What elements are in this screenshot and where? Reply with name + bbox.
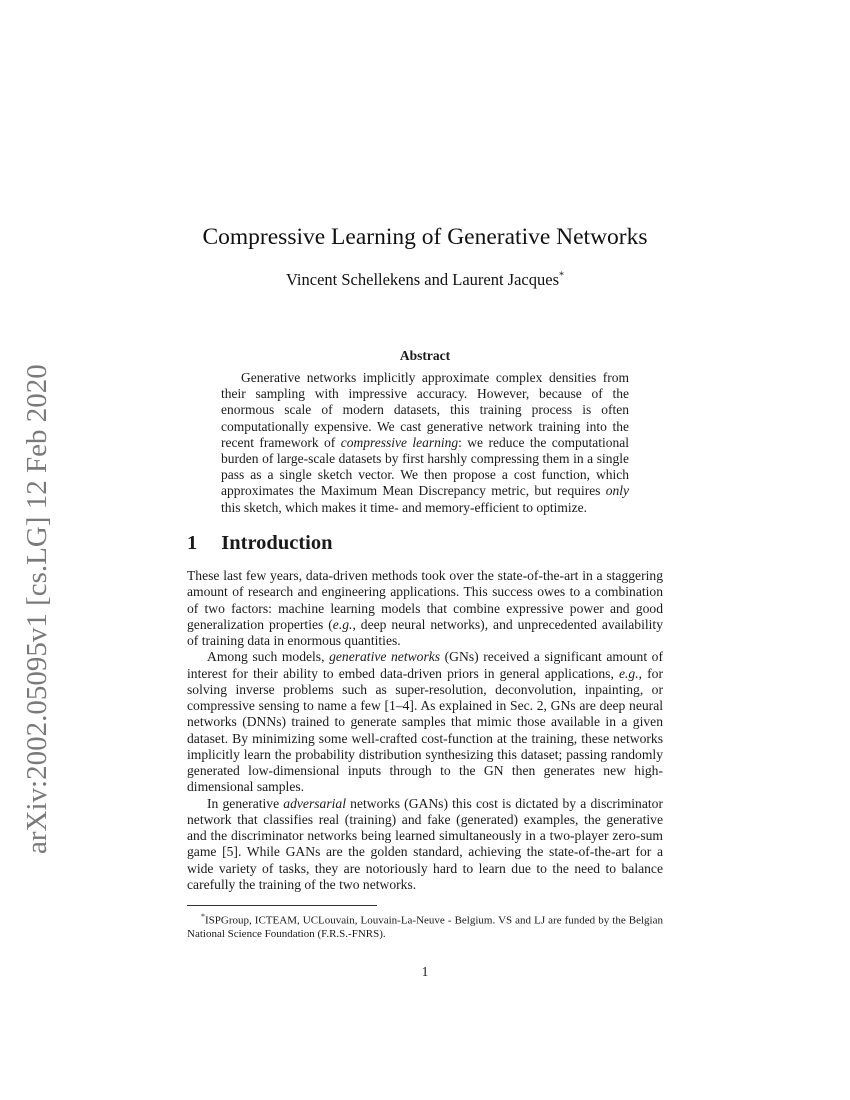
author-footnote-mark[interactable]: * (559, 270, 564, 282)
section-number: 1 (187, 532, 198, 554)
footnote-mark: * (201, 912, 205, 921)
paragraph-2: Among such models, generative networks (GNs) received a significant amount of interest for their ability to embed data-driven priors in general applications, e.g., for solving inverse problems such as super-resolution, deconvolution, inpainting, or compressive sensing to name a few [1–4]. As explained in Sec. 2, GNs are deep neural networks (DNNs) trained to generate samples that mimic those available in a given dataset. By minimizing some well-crafted cost-function at the training, these networks implicitly learn the probability distribution synthesizing this dataset; passing randomly generated low-dimensional inputs through to the GN then generates new high-dimensional samples. (187, 649, 664, 795)
body-text (187, 568, 663, 893)
paper-title: Compressive Learning of Generative Networks (202, 224, 648, 250)
page-number: 1 (421, 964, 429, 979)
author-names: Vincent Schellekens and Laurent Jacques (286, 270, 559, 289)
paragraph-1: These last few years, data-driven methods took over the state-of-the-art in a staggering amount of research and engineering applications. This success owes to a combination of two factors: machine learning models that combine expressive power and good generalization properties (e.g., deep neural networks), and unprecedented availability of training data in enormous quantities. (187, 568, 663, 648)
footnote (187, 910, 663, 942)
paragraph-3: In generative adversarial networks (GANs) this cost is dictated by a discriminator network that classifies real (training) and fake (generated) examples, the generative and the discriminator networks being learned simultaneously in a two-player zero-sum game [5]. While GANs are the golden standard, achieving the state-of-the-art for a wide variety of tasks, they are notoriously hard to learn due to the need to balance carefully the training of the two networks. (187, 795, 663, 892)
abstract-text: Generative networks implicitly approximate complex densities from their sampling with impressive accuracy. However, because of the enormous scale of modern datasets, this training process is often computationally expensive. We cast generative network training into the recent framework of compressive learning: we reduce the computational burden of large-scale datasets by first harshly compressing them in a single pass as a single sketch vector. We then propose a cost function, which approximates the Maximum Mean Discrepancy metric, but requires only this sketch, which makes it time- and memory-efficient to optimize. (221, 370, 629, 515)
footnote-rule (187, 905, 377, 906)
authors (0, 270, 850, 290)
footnote-text: ISPGroup, ICTEAM, UCLouvain, Louvain-La-Neuve - Belgium. VS and LJ are funded by the Belgian National Science Foundation (F.R.S.-FNRS). (187, 914, 663, 941)
section-heading-introduction (187, 532, 333, 555)
abstract-heading: Abstract (399, 348, 451, 363)
section-title: Introduction (221, 532, 333, 554)
arxiv-stamp: arXiv:2002.05095v1 [cs.LG] 12 Feb 2020 (21, 364, 53, 854)
